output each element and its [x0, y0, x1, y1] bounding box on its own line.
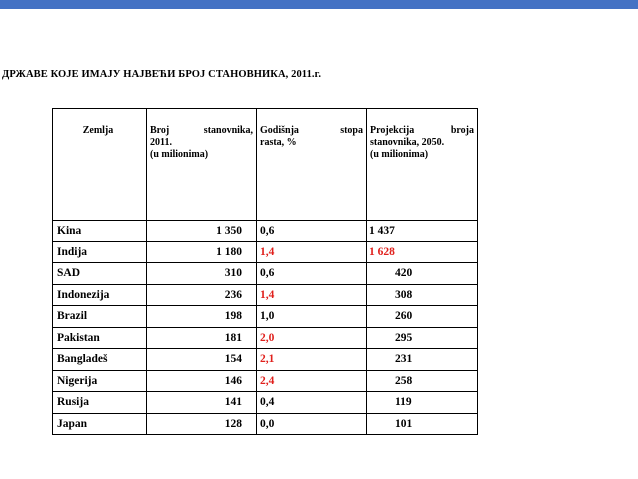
header-population-line1: Broj stanovnika,: [150, 125, 253, 136]
country-cell: Kina: [53, 221, 147, 242]
projection-cell: 101: [367, 413, 478, 435]
growth-cell: 0,0: [257, 413, 367, 435]
table-row: [53, 413, 478, 435]
population-cell: 1 350: [147, 221, 257, 242]
growth-cell: 1,0: [257, 306, 367, 328]
country-cell: Indonezija: [53, 284, 147, 306]
header-country: Zemlja: [53, 109, 147, 221]
growth-cell: 1,4: [257, 242, 367, 263]
slide-top-bar: [0, 0, 638, 9]
slide-title: ДРЖАВЕ КОЈЕ ИМАЈУ НАЈВЕЋИ БРОЈ СТАНОВНИКА, 2011.г.: [2, 69, 322, 80]
population-cell: 1 180: [147, 242, 257, 263]
country-cell: Bangladeš: [53, 349, 147, 371]
growth-cell: 2,1: [257, 349, 367, 371]
population-cell: 141: [147, 392, 257, 414]
projection-cell: 420: [367, 263, 478, 285]
header-population-line2: 2011.: [150, 137, 172, 148]
projection-cell: 295: [367, 327, 478, 349]
projection-cell: 231: [367, 349, 478, 371]
header-projection: [367, 109, 478, 221]
table-row: [53, 370, 478, 392]
population-cell: 146: [147, 370, 257, 392]
header-growth: [257, 109, 367, 221]
header-projection-line2: stanovnika, 2050.: [370, 137, 445, 148]
population-cell: 310: [147, 263, 257, 285]
header-population: [147, 109, 257, 221]
growth-cell: 2,0: [257, 327, 367, 349]
table-row: [53, 327, 478, 349]
country-cell: Indija: [53, 242, 147, 263]
country-cell: Nigerija: [53, 370, 147, 392]
growth-cell: 2,4: [257, 370, 367, 392]
projection-cell: 119: [367, 392, 478, 414]
population-cell: 181: [147, 327, 257, 349]
projection-cell: 1 628: [367, 242, 478, 263]
header-projection-line1: Projekcija broja: [370, 125, 474, 136]
table-row: [53, 221, 478, 242]
table-row: [53, 242, 478, 263]
table-header-row: [53, 109, 478, 221]
growth-cell: 0,6: [257, 221, 367, 242]
table-row: [53, 306, 478, 328]
population-cell: 198: [147, 306, 257, 328]
country-cell: SAD: [53, 263, 147, 285]
growth-cell: 0,6: [257, 263, 367, 285]
population-cell: 236: [147, 284, 257, 306]
population-cell: 128: [147, 413, 257, 435]
header-population-line3: (u milionima): [150, 149, 209, 160]
country-cell: Brazil: [53, 306, 147, 328]
projection-cell: 260: [367, 306, 478, 328]
population-table: [52, 108, 478, 435]
table-row: [53, 392, 478, 414]
population-cell: 154: [147, 349, 257, 371]
table-row: [53, 263, 478, 285]
header-growth-line2: rasta, %: [260, 137, 297, 148]
country-cell: Pakistan: [53, 327, 147, 349]
header-growth-line1: Godišnja stopa: [260, 125, 363, 136]
country-cell: Rusija: [53, 392, 147, 414]
table-row: [53, 284, 478, 306]
header-projection-line3: (u milionima): [370, 149, 429, 160]
projection-cell: 308: [367, 284, 478, 306]
country-cell: Japan: [53, 413, 147, 435]
growth-cell: 1,4: [257, 284, 367, 306]
projection-cell: 1 437: [367, 221, 478, 242]
growth-cell: 0,4: [257, 392, 367, 414]
projection-cell: 258: [367, 370, 478, 392]
table-row: [53, 349, 478, 371]
